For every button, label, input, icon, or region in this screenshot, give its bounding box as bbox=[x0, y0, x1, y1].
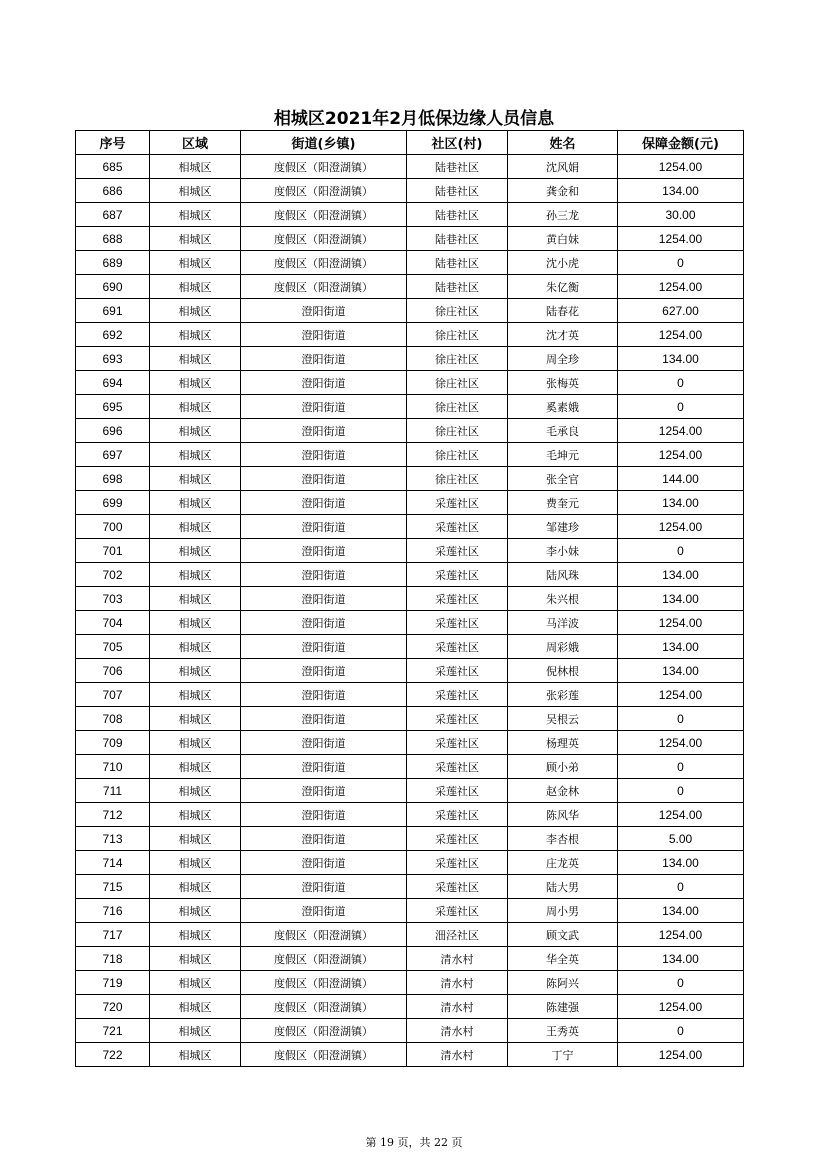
cell-amount: 1254.00 bbox=[618, 803, 744, 827]
cell-serial-number: 691 bbox=[76, 299, 150, 323]
cell-community: 徐庄社区 bbox=[407, 347, 508, 371]
cell-name: 张全官 bbox=[508, 467, 618, 491]
cell-community: 采莲社区 bbox=[407, 827, 508, 851]
cell-community: 采莲社区 bbox=[407, 611, 508, 635]
cell-street: 澄阳街道 bbox=[241, 467, 407, 491]
cell-serial-number: 692 bbox=[76, 323, 150, 347]
cell-amount: 1254.00 bbox=[618, 731, 744, 755]
cell-community: 采莲社区 bbox=[407, 659, 508, 683]
cell-name: 陆春花 bbox=[508, 299, 618, 323]
cell-name: 邹建珍 bbox=[508, 515, 618, 539]
cell-amount: 134.00 bbox=[618, 851, 744, 875]
cell-name: 张彩莲 bbox=[508, 683, 618, 707]
cell-amount: 134.00 bbox=[618, 563, 744, 587]
cell-name: 马洋波 bbox=[508, 611, 618, 635]
cell-name: 顾小弟 bbox=[508, 755, 618, 779]
table-row bbox=[76, 179, 744, 203]
cell-community: 陆巷社区 bbox=[407, 203, 508, 227]
cell-amount: 1254.00 bbox=[618, 275, 744, 299]
cell-name: 沈风娟 bbox=[508, 155, 618, 179]
cell-amount: 1254.00 bbox=[618, 995, 744, 1019]
table-row bbox=[76, 515, 744, 539]
cell-community: 采莲社区 bbox=[407, 779, 508, 803]
cell-name: 陈建强 bbox=[508, 995, 618, 1019]
cell-district: 相城区 bbox=[150, 443, 241, 467]
cell-district: 相城区 bbox=[150, 563, 241, 587]
data-table bbox=[75, 130, 744, 1067]
cell-amount: 134.00 bbox=[618, 179, 744, 203]
cell-community: 徐庄社区 bbox=[407, 467, 508, 491]
cell-community: 徐庄社区 bbox=[407, 371, 508, 395]
cell-district: 相城区 bbox=[150, 1043, 241, 1067]
cell-name: 李小妹 bbox=[508, 539, 618, 563]
header-amount: 保障金额(元) bbox=[618, 131, 744, 155]
cell-street: 澄阳街道 bbox=[241, 803, 407, 827]
cell-community: 清水村 bbox=[407, 971, 508, 995]
table-row bbox=[76, 659, 744, 683]
cell-name: 王秀英 bbox=[508, 1019, 618, 1043]
cell-amount: 0 bbox=[618, 371, 744, 395]
cell-serial-number: 722 bbox=[76, 1043, 150, 1067]
cell-street: 度假区（阳澄湖镇） bbox=[241, 971, 407, 995]
cell-amount: 0 bbox=[618, 707, 744, 731]
cell-district: 相城区 bbox=[150, 323, 241, 347]
cell-street: 澄阳街道 bbox=[241, 395, 407, 419]
cell-district: 相城区 bbox=[150, 251, 241, 275]
cell-street: 度假区（阳澄湖镇） bbox=[241, 155, 407, 179]
table-row bbox=[76, 851, 744, 875]
cell-serial-number: 687 bbox=[76, 203, 150, 227]
cell-district: 相城区 bbox=[150, 635, 241, 659]
cell-amount: 0 bbox=[618, 395, 744, 419]
cell-community: 沺泾社区 bbox=[407, 923, 508, 947]
cell-district: 相城区 bbox=[150, 851, 241, 875]
cell-serial-number: 686 bbox=[76, 179, 150, 203]
header-row bbox=[76, 131, 744, 155]
table-row bbox=[76, 203, 744, 227]
cell-amount: 134.00 bbox=[618, 899, 744, 923]
table-row bbox=[76, 323, 744, 347]
cell-community: 采莲社区 bbox=[407, 491, 508, 515]
cell-serial-number: 717 bbox=[76, 923, 150, 947]
cell-serial-number: 718 bbox=[76, 947, 150, 971]
cell-amount: 1254.00 bbox=[618, 923, 744, 947]
table-row bbox=[76, 995, 744, 1019]
cell-district: 相城区 bbox=[150, 707, 241, 731]
cell-street: 澄阳街道 bbox=[241, 347, 407, 371]
cell-district: 相城区 bbox=[150, 947, 241, 971]
table-row bbox=[76, 1019, 744, 1043]
cell-name: 周彩娥 bbox=[508, 635, 618, 659]
cell-street: 澄阳街道 bbox=[241, 683, 407, 707]
table-row bbox=[76, 539, 744, 563]
header-community: 社区(村) bbox=[407, 131, 508, 155]
cell-street: 澄阳街道 bbox=[241, 731, 407, 755]
cell-street: 澄阳街道 bbox=[241, 827, 407, 851]
cell-district: 相城区 bbox=[150, 467, 241, 491]
table-row bbox=[76, 779, 744, 803]
cell-name: 周全珍 bbox=[508, 347, 618, 371]
table-row bbox=[76, 1043, 744, 1067]
cell-street: 澄阳街道 bbox=[241, 875, 407, 899]
cell-community: 采莲社区 bbox=[407, 707, 508, 731]
cell-serial-number: 713 bbox=[76, 827, 150, 851]
cell-street: 度假区（阳澄湖镇） bbox=[241, 1019, 407, 1043]
table-row bbox=[76, 251, 744, 275]
cell-street: 度假区（阳澄湖镇） bbox=[241, 1043, 407, 1067]
cell-street: 澄阳街道 bbox=[241, 899, 407, 923]
cell-street: 度假区（阳澄湖镇） bbox=[241, 947, 407, 971]
cell-serial-number: 702 bbox=[76, 563, 150, 587]
cell-street: 澄阳街道 bbox=[241, 515, 407, 539]
cell-community: 采莲社区 bbox=[407, 587, 508, 611]
cell-community: 徐庄社区 bbox=[407, 419, 508, 443]
cell-amount: 30.00 bbox=[618, 203, 744, 227]
cell-community: 徐庄社区 bbox=[407, 323, 508, 347]
cell-community: 采莲社区 bbox=[407, 635, 508, 659]
cell-street: 澄阳街道 bbox=[241, 443, 407, 467]
cell-name: 丁宁 bbox=[508, 1043, 618, 1067]
cell-street: 度假区（阳澄湖镇） bbox=[241, 179, 407, 203]
cell-district: 相城区 bbox=[150, 779, 241, 803]
cell-serial-number: 689 bbox=[76, 251, 150, 275]
header-name: 姓名 bbox=[508, 131, 618, 155]
cell-district: 相城区 bbox=[150, 539, 241, 563]
cell-serial-number: 695 bbox=[76, 395, 150, 419]
cell-street: 度假区（阳澄湖镇） bbox=[241, 227, 407, 251]
cell-community: 清水村 bbox=[407, 1043, 508, 1067]
cell-community: 采莲社区 bbox=[407, 731, 508, 755]
cell-street: 澄阳街道 bbox=[241, 587, 407, 611]
table-row bbox=[76, 395, 744, 419]
cell-district: 相城区 bbox=[150, 419, 241, 443]
page-footer: 第 19 页，共 22 页 bbox=[365, 1136, 463, 1149]
cell-community: 采莲社区 bbox=[407, 875, 508, 899]
cell-district: 相城区 bbox=[150, 971, 241, 995]
cell-community: 采莲社区 bbox=[407, 515, 508, 539]
cell-amount: 1254.00 bbox=[618, 611, 744, 635]
cell-amount: 1254.00 bbox=[618, 683, 744, 707]
cell-district: 相城区 bbox=[150, 923, 241, 947]
cell-street: 澄阳街道 bbox=[241, 323, 407, 347]
cell-serial-number: 705 bbox=[76, 635, 150, 659]
cell-district: 相城区 bbox=[150, 227, 241, 251]
cell-community: 采莲社区 bbox=[407, 899, 508, 923]
table-row bbox=[76, 491, 744, 515]
table-row bbox=[76, 563, 744, 587]
cell-district: 相城区 bbox=[150, 875, 241, 899]
cell-street: 澄阳街道 bbox=[241, 299, 407, 323]
cell-amount: 627.00 bbox=[618, 299, 744, 323]
cell-serial-number: 694 bbox=[76, 371, 150, 395]
cell-name: 毛坤元 bbox=[508, 443, 618, 467]
cell-name: 孙三龙 bbox=[508, 203, 618, 227]
cell-serial-number: 708 bbox=[76, 707, 150, 731]
table-row bbox=[76, 875, 744, 899]
cell-name: 龚金和 bbox=[508, 179, 618, 203]
cell-district: 相城区 bbox=[150, 515, 241, 539]
cell-street: 澄阳街道 bbox=[241, 563, 407, 587]
cell-street: 度假区（阳澄湖镇） bbox=[241, 251, 407, 275]
table-row bbox=[76, 275, 744, 299]
cell-community: 徐庄社区 bbox=[407, 443, 508, 467]
cell-district: 相城区 bbox=[150, 899, 241, 923]
cell-amount: 0 bbox=[618, 875, 744, 899]
table-row bbox=[76, 683, 744, 707]
cell-amount: 1254.00 bbox=[618, 515, 744, 539]
cell-name: 陆大男 bbox=[508, 875, 618, 899]
cell-name: 费奎元 bbox=[508, 491, 618, 515]
cell-district: 相城区 bbox=[150, 683, 241, 707]
cell-amount: 134.00 bbox=[618, 947, 744, 971]
table-row bbox=[76, 827, 744, 851]
cell-serial-number: 696 bbox=[76, 419, 150, 443]
cell-serial-number: 716 bbox=[76, 899, 150, 923]
cell-district: 相城区 bbox=[150, 347, 241, 371]
cell-name: 赵金林 bbox=[508, 779, 618, 803]
cell-district: 相城区 bbox=[150, 755, 241, 779]
cell-amount: 0 bbox=[618, 779, 744, 803]
cell-serial-number: 707 bbox=[76, 683, 150, 707]
cell-amount: 144.00 bbox=[618, 467, 744, 491]
cell-name: 朱兴根 bbox=[508, 587, 618, 611]
cell-district: 相城区 bbox=[150, 203, 241, 227]
table-row bbox=[76, 899, 744, 923]
cell-serial-number: 693 bbox=[76, 347, 150, 371]
cell-name: 李杏根 bbox=[508, 827, 618, 851]
cell-amount: 1254.00 bbox=[618, 155, 744, 179]
cell-amount: 134.00 bbox=[618, 587, 744, 611]
cell-serial-number: 700 bbox=[76, 515, 150, 539]
cell-street: 澄阳街道 bbox=[241, 611, 407, 635]
cell-district: 相城区 bbox=[150, 659, 241, 683]
cell-serial-number: 714 bbox=[76, 851, 150, 875]
cell-serial-number: 698 bbox=[76, 467, 150, 491]
cell-name: 杨理英 bbox=[508, 731, 618, 755]
cell-street: 澄阳街道 bbox=[241, 851, 407, 875]
cell-community: 陆巷社区 bbox=[407, 227, 508, 251]
cell-name: 沈小虎 bbox=[508, 251, 618, 275]
cell-street: 澄阳街道 bbox=[241, 371, 407, 395]
cell-serial-number: 709 bbox=[76, 731, 150, 755]
cell-district: 相城区 bbox=[150, 371, 241, 395]
table-row bbox=[76, 467, 744, 491]
cell-name: 陆风珠 bbox=[508, 563, 618, 587]
header-street: 街道(乡镇) bbox=[241, 131, 407, 155]
cell-street: 度假区（阳澄湖镇） bbox=[241, 995, 407, 1019]
cell-street: 澄阳街道 bbox=[241, 659, 407, 683]
table-row bbox=[76, 155, 744, 179]
cell-serial-number: 720 bbox=[76, 995, 150, 1019]
cell-district: 相城区 bbox=[150, 587, 241, 611]
cell-street: 澄阳街道 bbox=[241, 419, 407, 443]
cell-street: 澄阳街道 bbox=[241, 539, 407, 563]
cell-community: 采莲社区 bbox=[407, 539, 508, 563]
cell-district: 相城区 bbox=[150, 491, 241, 515]
table-header bbox=[76, 131, 744, 155]
cell-amount: 0 bbox=[618, 251, 744, 275]
cell-district: 相城区 bbox=[150, 179, 241, 203]
cell-district: 相城区 bbox=[150, 827, 241, 851]
cell-community: 采莲社区 bbox=[407, 755, 508, 779]
cell-serial-number: 699 bbox=[76, 491, 150, 515]
table-row bbox=[76, 587, 744, 611]
cell-name: 华全英 bbox=[508, 947, 618, 971]
cell-district: 相城区 bbox=[150, 1019, 241, 1043]
cell-name: 毛承良 bbox=[508, 419, 618, 443]
cell-district: 相城区 bbox=[150, 611, 241, 635]
cell-street: 度假区（阳澄湖镇） bbox=[241, 923, 407, 947]
cell-street: 澄阳街道 bbox=[241, 755, 407, 779]
cell-community: 采莲社区 bbox=[407, 851, 508, 875]
cell-serial-number: 688 bbox=[76, 227, 150, 251]
cell-serial-number: 712 bbox=[76, 803, 150, 827]
cell-serial-number: 690 bbox=[76, 275, 150, 299]
cell-name: 奚素娥 bbox=[508, 395, 618, 419]
cell-serial-number: 721 bbox=[76, 1019, 150, 1043]
cell-serial-number: 685 bbox=[76, 155, 150, 179]
cell-amount: 1254.00 bbox=[618, 227, 744, 251]
cell-amount: 1254.00 bbox=[618, 443, 744, 467]
cell-serial-number: 701 bbox=[76, 539, 150, 563]
cell-community: 陆巷社区 bbox=[407, 155, 508, 179]
cell-name: 顾文武 bbox=[508, 923, 618, 947]
table-row bbox=[76, 755, 744, 779]
cell-amount: 0 bbox=[618, 971, 744, 995]
cell-serial-number: 706 bbox=[76, 659, 150, 683]
cell-amount: 134.00 bbox=[618, 491, 744, 515]
cell-street: 澄阳街道 bbox=[241, 635, 407, 659]
cell-name: 庄龙英 bbox=[508, 851, 618, 875]
cell-serial-number: 703 bbox=[76, 587, 150, 611]
cell-serial-number: 715 bbox=[76, 875, 150, 899]
cell-serial-number: 697 bbox=[76, 443, 150, 467]
cell-serial-number: 704 bbox=[76, 611, 150, 635]
cell-community: 清水村 bbox=[407, 995, 508, 1019]
cell-serial-number: 719 bbox=[76, 971, 150, 995]
header-district: 区域 bbox=[150, 131, 241, 155]
table-row bbox=[76, 347, 744, 371]
table-row bbox=[76, 947, 744, 971]
cell-district: 相城区 bbox=[150, 155, 241, 179]
cell-community: 陆巷社区 bbox=[407, 251, 508, 275]
cell-name: 吴根云 bbox=[508, 707, 618, 731]
cell-name: 沈才英 bbox=[508, 323, 618, 347]
cell-street: 度假区（阳澄湖镇） bbox=[241, 275, 407, 299]
cell-name: 陈风华 bbox=[508, 803, 618, 827]
cell-district: 相城区 bbox=[150, 995, 241, 1019]
cell-community: 陆巷社区 bbox=[407, 179, 508, 203]
cell-amount: 1254.00 bbox=[618, 1043, 744, 1067]
cell-district: 相城区 bbox=[150, 275, 241, 299]
cell-amount: 134.00 bbox=[618, 635, 744, 659]
table-row bbox=[76, 635, 744, 659]
table-row bbox=[76, 971, 744, 995]
cell-district: 相城区 bbox=[150, 731, 241, 755]
table-row bbox=[76, 443, 744, 467]
cell-community: 清水村 bbox=[407, 947, 508, 971]
cell-amount: 1254.00 bbox=[618, 323, 744, 347]
cell-serial-number: 711 bbox=[76, 779, 150, 803]
cell-amount: 0 bbox=[618, 1019, 744, 1043]
cell-serial-number: 710 bbox=[76, 755, 150, 779]
cell-amount: 1254.00 bbox=[618, 419, 744, 443]
cell-community: 采莲社区 bbox=[407, 563, 508, 587]
table-row bbox=[76, 923, 744, 947]
cell-name: 倪林根 bbox=[508, 659, 618, 683]
cell-street: 澄阳街道 bbox=[241, 707, 407, 731]
cell-community: 陆巷社区 bbox=[407, 275, 508, 299]
cell-community: 徐庄社区 bbox=[407, 299, 508, 323]
cell-district: 相城区 bbox=[150, 299, 241, 323]
cell-name: 周小男 bbox=[508, 899, 618, 923]
cell-street: 度假区（阳澄湖镇） bbox=[241, 203, 407, 227]
cell-community: 采莲社区 bbox=[407, 683, 508, 707]
cell-amount: 0 bbox=[618, 755, 744, 779]
table-row bbox=[76, 803, 744, 827]
cell-street: 澄阳街道 bbox=[241, 491, 407, 515]
cell-amount: 5.00 bbox=[618, 827, 744, 851]
table-row bbox=[76, 611, 744, 635]
cell-district: 相城区 bbox=[150, 395, 241, 419]
table-row bbox=[76, 299, 744, 323]
table-row bbox=[76, 419, 744, 443]
table-row bbox=[76, 731, 744, 755]
table-row bbox=[76, 707, 744, 731]
page-title: 相城区2021年2月低保边缘人员信息 bbox=[273, 109, 555, 129]
table-row bbox=[76, 227, 744, 251]
cell-community: 清水村 bbox=[407, 1019, 508, 1043]
cell-name: 张梅英 bbox=[508, 371, 618, 395]
header-serial-number: 序号 bbox=[76, 131, 150, 155]
table-row bbox=[76, 371, 744, 395]
cell-community: 徐庄社区 bbox=[407, 395, 508, 419]
cell-name: 朱亿衡 bbox=[508, 275, 618, 299]
cell-street: 澄阳街道 bbox=[241, 779, 407, 803]
cell-amount: 134.00 bbox=[618, 659, 744, 683]
cell-amount: 134.00 bbox=[618, 347, 744, 371]
cell-amount: 0 bbox=[618, 539, 744, 563]
cell-community: 采莲社区 bbox=[407, 803, 508, 827]
table-body bbox=[76, 155, 744, 1067]
cell-district: 相城区 bbox=[150, 803, 241, 827]
cell-name: 黄白妹 bbox=[508, 227, 618, 251]
cell-name: 陈阿兴 bbox=[508, 971, 618, 995]
